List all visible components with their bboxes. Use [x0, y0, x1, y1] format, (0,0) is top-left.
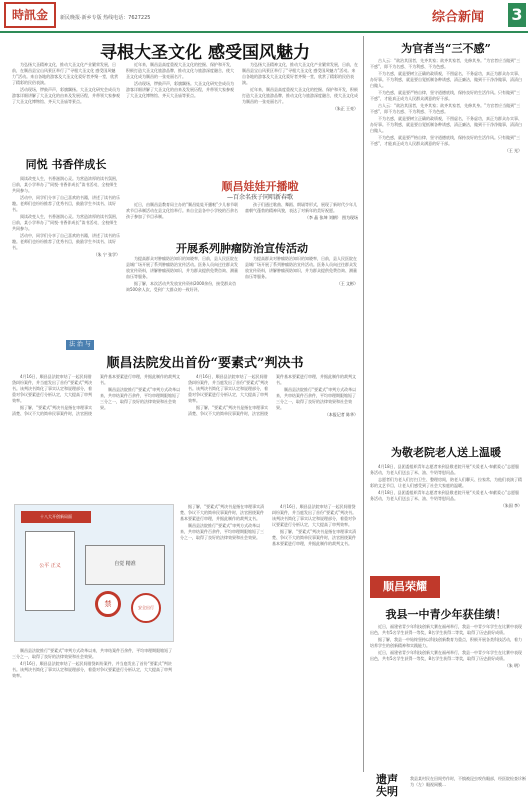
footer-title — [376, 774, 398, 798]
paragraph: 据了解，“要素式”判决书是指在审理事实清楚、争议不大的简单民事案件时，法官围绕案件基本要素进行审理，并据此制作的裁判文书。 — [180, 504, 265, 521]
footer-title-line2: 失明 — [376, 785, 398, 798]
paragraph: 据了解，“要素式”判决书是指在审理事实清楚、争议不大的简单民事案件时，法官围绕案件基本要素进行审理，并据此制作的裁判文书。 — [272, 529, 357, 546]
top-rule — [0, 31, 528, 33]
paragraph: 近日，福建省青少年科技创新大赛在福州举行，我县一中青少年学生在比赛中表现出色，共有5名学生获得一等奖，8名学生获得二等奖，取得了历史最好成绩。 — [370, 650, 522, 661]
paragraph: 顺昌县法院推行“要素式”审判方式改革以来，共审结案件百余件，平均审理期限缩短了三分之一，取得了良好的法律效果和社会效果。 — [180, 523, 264, 540]
paragraph: 据了解，本次活动共发放宣传资料2000余份，接受群众咨询500余人次，受到广大群众的一致好评。 — [126, 281, 237, 292]
byline: （王 光） — [504, 148, 522, 153]
paragraph: 顺昌县法院推行“要素式”审判方式改革以来，共审结案件百余件，平均审理期限缩短了三分之一，取得了良好的法律效果和社会效果。 — [276, 387, 357, 410]
court-headline: 顺昌法院发出首份“要素式”判决书 — [106, 356, 304, 371]
paragraph: 为弘扬大圣精神文化，推动大圣文化产业繁荣发展，日前，在顺昌县宝山风景区举行了“寻根大圣文化 感受国风魅力”活动。来自各地的游客及大圣文化爱好者齐聚一堂，欣赏了精彩的民俗表演。 — [12, 62, 119, 85]
paragraph: 古人云：“欲治其国者，先齐其家；欲齐其家者，先修其身。”为官者应当做到“三不惑”，即不为名惑、不为利惑、不为色惑。 — [370, 103, 521, 114]
byline: （朱国 李） — [500, 503, 522, 508]
page-number: 3 — [508, 3, 526, 27]
paragraph: 为提高群众对肿瘤防治知识的知晓率，日前，县人民医院在县城广场开展了系列肿瘤防治宣传活动。医务人员向过往群众发放宣传资料，讲解肿瘤预防知识，并为群众提供免费咨询、测量血压等服务。 — [126, 256, 238, 279]
elderly-headline: 为敬老院老人送上温暖 — [391, 446, 501, 459]
round-sign-icon — [131, 593, 161, 623]
paragraph: 活动中，同学们分享了自己喜欢的书籍，讲述了读书的乐趣。老师们也纷纷推荐了优秀书目，鼓励学生多读书、读好书。 — [12, 195, 120, 212]
paragraph: 不为色惑，就是要严格自律，坚守道德底线，保持良好的生活作风。只有做到“三不惑”，才能真正成为人民群众满意的好干部。 — [370, 90, 521, 101]
tongshi-article — [12, 176, 120, 336]
paragraph: 不为名惑，就是要树立正确的政绩观，不图虚名，不务虚功，真正为群众办实事、办好事。不为利惑，就是要自觉抵制各种诱惑，清正廉洁，做到干干净净做事，清清白白做人。 — [370, 116, 522, 133]
section-banner: 法 治 与 法 — [66, 340, 94, 350]
honor-tag: 顺昌荣耀 — [370, 576, 440, 598]
paragraph: 4月16日，顺昌县法院审结了一起民间借贷纠纷案件，并当庭发出了首份“要素式”判决书。该判决书简化了事实认定和说理部分，着重对争议要素进行分析认定，大大提高了审判效率。 — [188, 374, 269, 403]
paragraph: 近日，由顺昌县教育局主办的“顺昌娃娃开播啦”少儿春节联欢节目录制活动在县文化馆举行。来自全县各中小学校的百余名孩子参加了节目录制。 — [126, 202, 239, 219]
main-headline: 寻根大圣文化 感受国风魅力 — [100, 43, 310, 63]
paragraph: 不为名惑，就是要树立正确的政绩观，不图虚名，不务虚功，真正为群众办实事、办好事。不为利惑，就是要自觉抵制各种诱惑，清正廉洁，做到干干净净做事，清清白白做人。 — [370, 71, 522, 88]
paragraph: 近年来，顺昌县高度重视大圣文化的挖掘、保护和开发，积极打造大圣文化旅游品牌，推动文化与旅游深度融合，使大圣文化成为顺昌的一张亮丽名片。 — [126, 62, 234, 79]
paragraph: 活动现场，锣鼓声声，彩旗飘扬。大圣文化研究会成员为游客详细讲解了大圣文化的由来及发展历程，并带领大家参观了大圣文化博物馆、齐天大圣庙等景点。 — [126, 81, 234, 98]
paragraph: 为弘扬大圣精神文化，推动大圣文化产业繁荣发展，日前，在顺昌县宝山风景区举行了“寻根大圣文化 感受国风魅力”活动。来自各地的游客及大圣文化爱好者齐聚一堂，欣赏了精彩的民俗表演。 — [242, 62, 358, 85]
paragraph: 顺昌县法院推行“要素式”审判方式改革以来，共审结案件百余件，平均审理期限缩短了三分之一，取得了良好的法律效果和社会效果。 — [100, 387, 181, 410]
footer-brief — [376, 774, 528, 800]
paragraph: 近年来，顺昌县高度重视大圣文化的挖掘、保护和开发，积极打造大圣文化旅游品牌，推动文化与旅游深度融合，使大圣文化成为顺昌的一张亮丽名片。 — [242, 87, 358, 104]
masthead-info: 新民晚报·新乡专版 热线电话：7627225 — [60, 15, 151, 21]
bus-label: 自觉 精准 — [114, 561, 136, 567]
court-article-continued — [180, 504, 358, 770]
newspaper-logo: 時訊金 — [4, 2, 56, 28]
paragraph: 志愿者们为老人们打扫卫生、整理房间，陪老人们聊天、拉家常，为他们表演了精彩的文艺节目，让老人们感受到了社会大家庭的温暖。 — [370, 477, 522, 488]
board-sign — [25, 531, 75, 611]
paragraph: 4月16日，顺昌县法院审结了一起民间借贷纠纷案件，并当庭发出了首份“要素式”判决书。该判决书简化了事实认定和说理部分，着重对争议要素进行分析认定，大大提高了审判效率。 — [12, 661, 172, 678]
paragraph: 阅读改变人生，书香滋润心灵。为营造浓厚的读书氛围，日前，某小学举办了“同悦·书香伴成长”读书活动，全校师生共同参与。 — [12, 176, 120, 193]
paragraph: 不为色惑，就是要严格自律，坚守道德底线，保持良好的生活作风。只有做到“三不惑”，才能真正成为人民群众满意的好干部。 — [370, 135, 521, 146]
youth-article — [370, 624, 522, 770]
byline: （本报记者 陈华） — [324, 412, 358, 417]
paragraph: 4月18日，县团委组织青年志愿者来到县敬老院开展“关爱老人·奉献爱心”志愿服务活动，为老人们送去了米、油、牛奶等慰问品。 — [370, 490, 520, 501]
round-sign-label: 安全出行 — [138, 605, 154, 610]
byline: （李 晶 张坤 刘朝） 图为现场 — [304, 215, 358, 220]
medical-headline: 为官者当“三不感” — [401, 42, 491, 55]
byline: （王 文彬） — [336, 281, 358, 286]
section-title: 综合新闻 — [432, 10, 485, 25]
medical-article — [370, 58, 522, 408]
court-article-lower — [12, 648, 174, 770]
paragraph: 古人云：“欲治其国者，先齐其家；欲齐其家者，先修其身。”为官者应当做到“三不惑”，即不为名惑、不为利惑、不为色惑。 — [370, 58, 521, 69]
illustration — [14, 504, 174, 642]
ban-icon — [95, 591, 121, 617]
paragraph: 据了解，我县一中始终坚持以科技创新教育为重点，积极开展各类科技活动，着力培养学生的创新精神和实践能力。 — [370, 637, 522, 648]
paragraph: 活动现场，锣鼓声声，彩旗飘扬。大圣文化研究会成员为游客详细讲解了大圣文化的由来及发展历程，并带领大家参观了大圣文化博物馆、齐天大圣庙等景点。 — [12, 87, 120, 104]
tumor-headline: 开展系列肿瘤防治宣传活动 — [176, 242, 308, 255]
board-label: 公平 正义 — [39, 563, 61, 569]
paragraph: 为提高群众对肿瘤防治知识的知晓率，日前，县人民医院在县城广场开展了系列肿瘤防治宣传活动。医务人员向过往群众发放宣传资料，讲解肿瘤预防知识，并为群众提供免费咨询、测量血压等服务。 — [245, 256, 357, 279]
tongshi-headline: 同悦 书香伴成长 — [25, 158, 107, 171]
shunfeng-headline: 顺昌娃娃开播啦 — [221, 180, 299, 193]
paragraph: 阅读改变人生，书香滋润心灵。为营造浓厚的读书氛围，日前，某小学举办了“同悦·书香伴成长”读书活动，全校师生共同参与。 — [12, 214, 120, 231]
masthead — [0, 0, 528, 30]
byline: （朱 宁 张学） — [93, 252, 120, 257]
court-article — [12, 374, 358, 498]
paragraph: 4月18日，县团委组织青年志愿者来到县敬老院开展“关爱老人·奉献爱心”志愿服务活动，为老人们送去了米、油、牛奶等慰问品。 — [370, 464, 520, 475]
bus-shape — [85, 545, 165, 585]
elderly-article — [370, 464, 522, 570]
paragraph: 据了解，“要素式”判决书是指在审理事实清楚、争议不大的简单民事案件时，法官围绕案件基本要素进行审理，并据此制作的裁判文书。 — [188, 374, 356, 416]
paragraph: 顺昌县法院推行“要素式”审判方式改革以来，共审结案件百余件，平均审理期限缩短了三分之一，取得了良好的法律效果和社会效果。 — [12, 648, 173, 659]
paragraph: 活动中，同学们分享了自己喜欢的书籍，讲述了读书的乐趣。老师们也纷纷推荐了优秀书目，鼓励学生多读书、读好书。 — [12, 233, 120, 250]
footer-text: 我县某村民在田间劳作时，不慎被昆虫咬伤眼部，经医院检查诊断为（左）眼视网膜… — [410, 776, 526, 787]
byline: （朱正 王亮） — [332, 106, 358, 111]
paragraph: 4月16日，顺昌县法院审结了一起民间借贷纠纷案件，并当庭发出了首份“要素式”判决书。该判决书简化了事实认定和说理部分，着重对争议要素进行分析认定，大大提高了审判效率。 — [12, 374, 93, 403]
ban-label: 禁 — [104, 600, 112, 608]
paragraph: 4月16日，顺昌县法院审结了一起民间借贷纠纷案件，并当庭发出了首份“要素式”判决书。该判决书简化了事实认定和说理部分，着重对争议要素进行分析认定，大大提高了审判效率。 — [272, 504, 357, 527]
main-article-col1 — [12, 62, 120, 154]
illustration-banner: 十八大开创新局面 — [21, 511, 91, 523]
byline: （朱 明） — [504, 663, 522, 668]
shunfeng-subheadline: —百余名孩子同唱新春歌 — [226, 194, 293, 201]
paragraph: 据了解，“要素式”判决书是指在审理事实清楚、争议不大的简单民事案件时，法官围绕案件基本要素进行审理，并据此制作的裁判文书。 — [12, 374, 180, 416]
footer-title-line1: 遗声 — [376, 773, 398, 786]
main-article-col3 — [242, 62, 358, 154]
youth-headline: 我县一中青少年获佳绩！ — [385, 608, 507, 621]
tumor-article — [126, 256, 358, 338]
paragraph: 近日，福建省青少年科技创新大赛在福州举行，我县一中青少年学生在比赛中表现出色，共有5名学生获得一等奖，8名学生获得二等奖，取得了历史最好成绩。 — [370, 624, 522, 635]
column-divider — [363, 36, 364, 772]
main-article-col2 — [126, 62, 236, 154]
shunfeng-article — [126, 202, 358, 238]
paragraph: 孩子们通过歌曲、舞蹈、朗诵等形式，展现了新时代少年儿童朝气蓬勃的精神风貌，表达了对新年的美好祝愿。 — [245, 202, 357, 213]
